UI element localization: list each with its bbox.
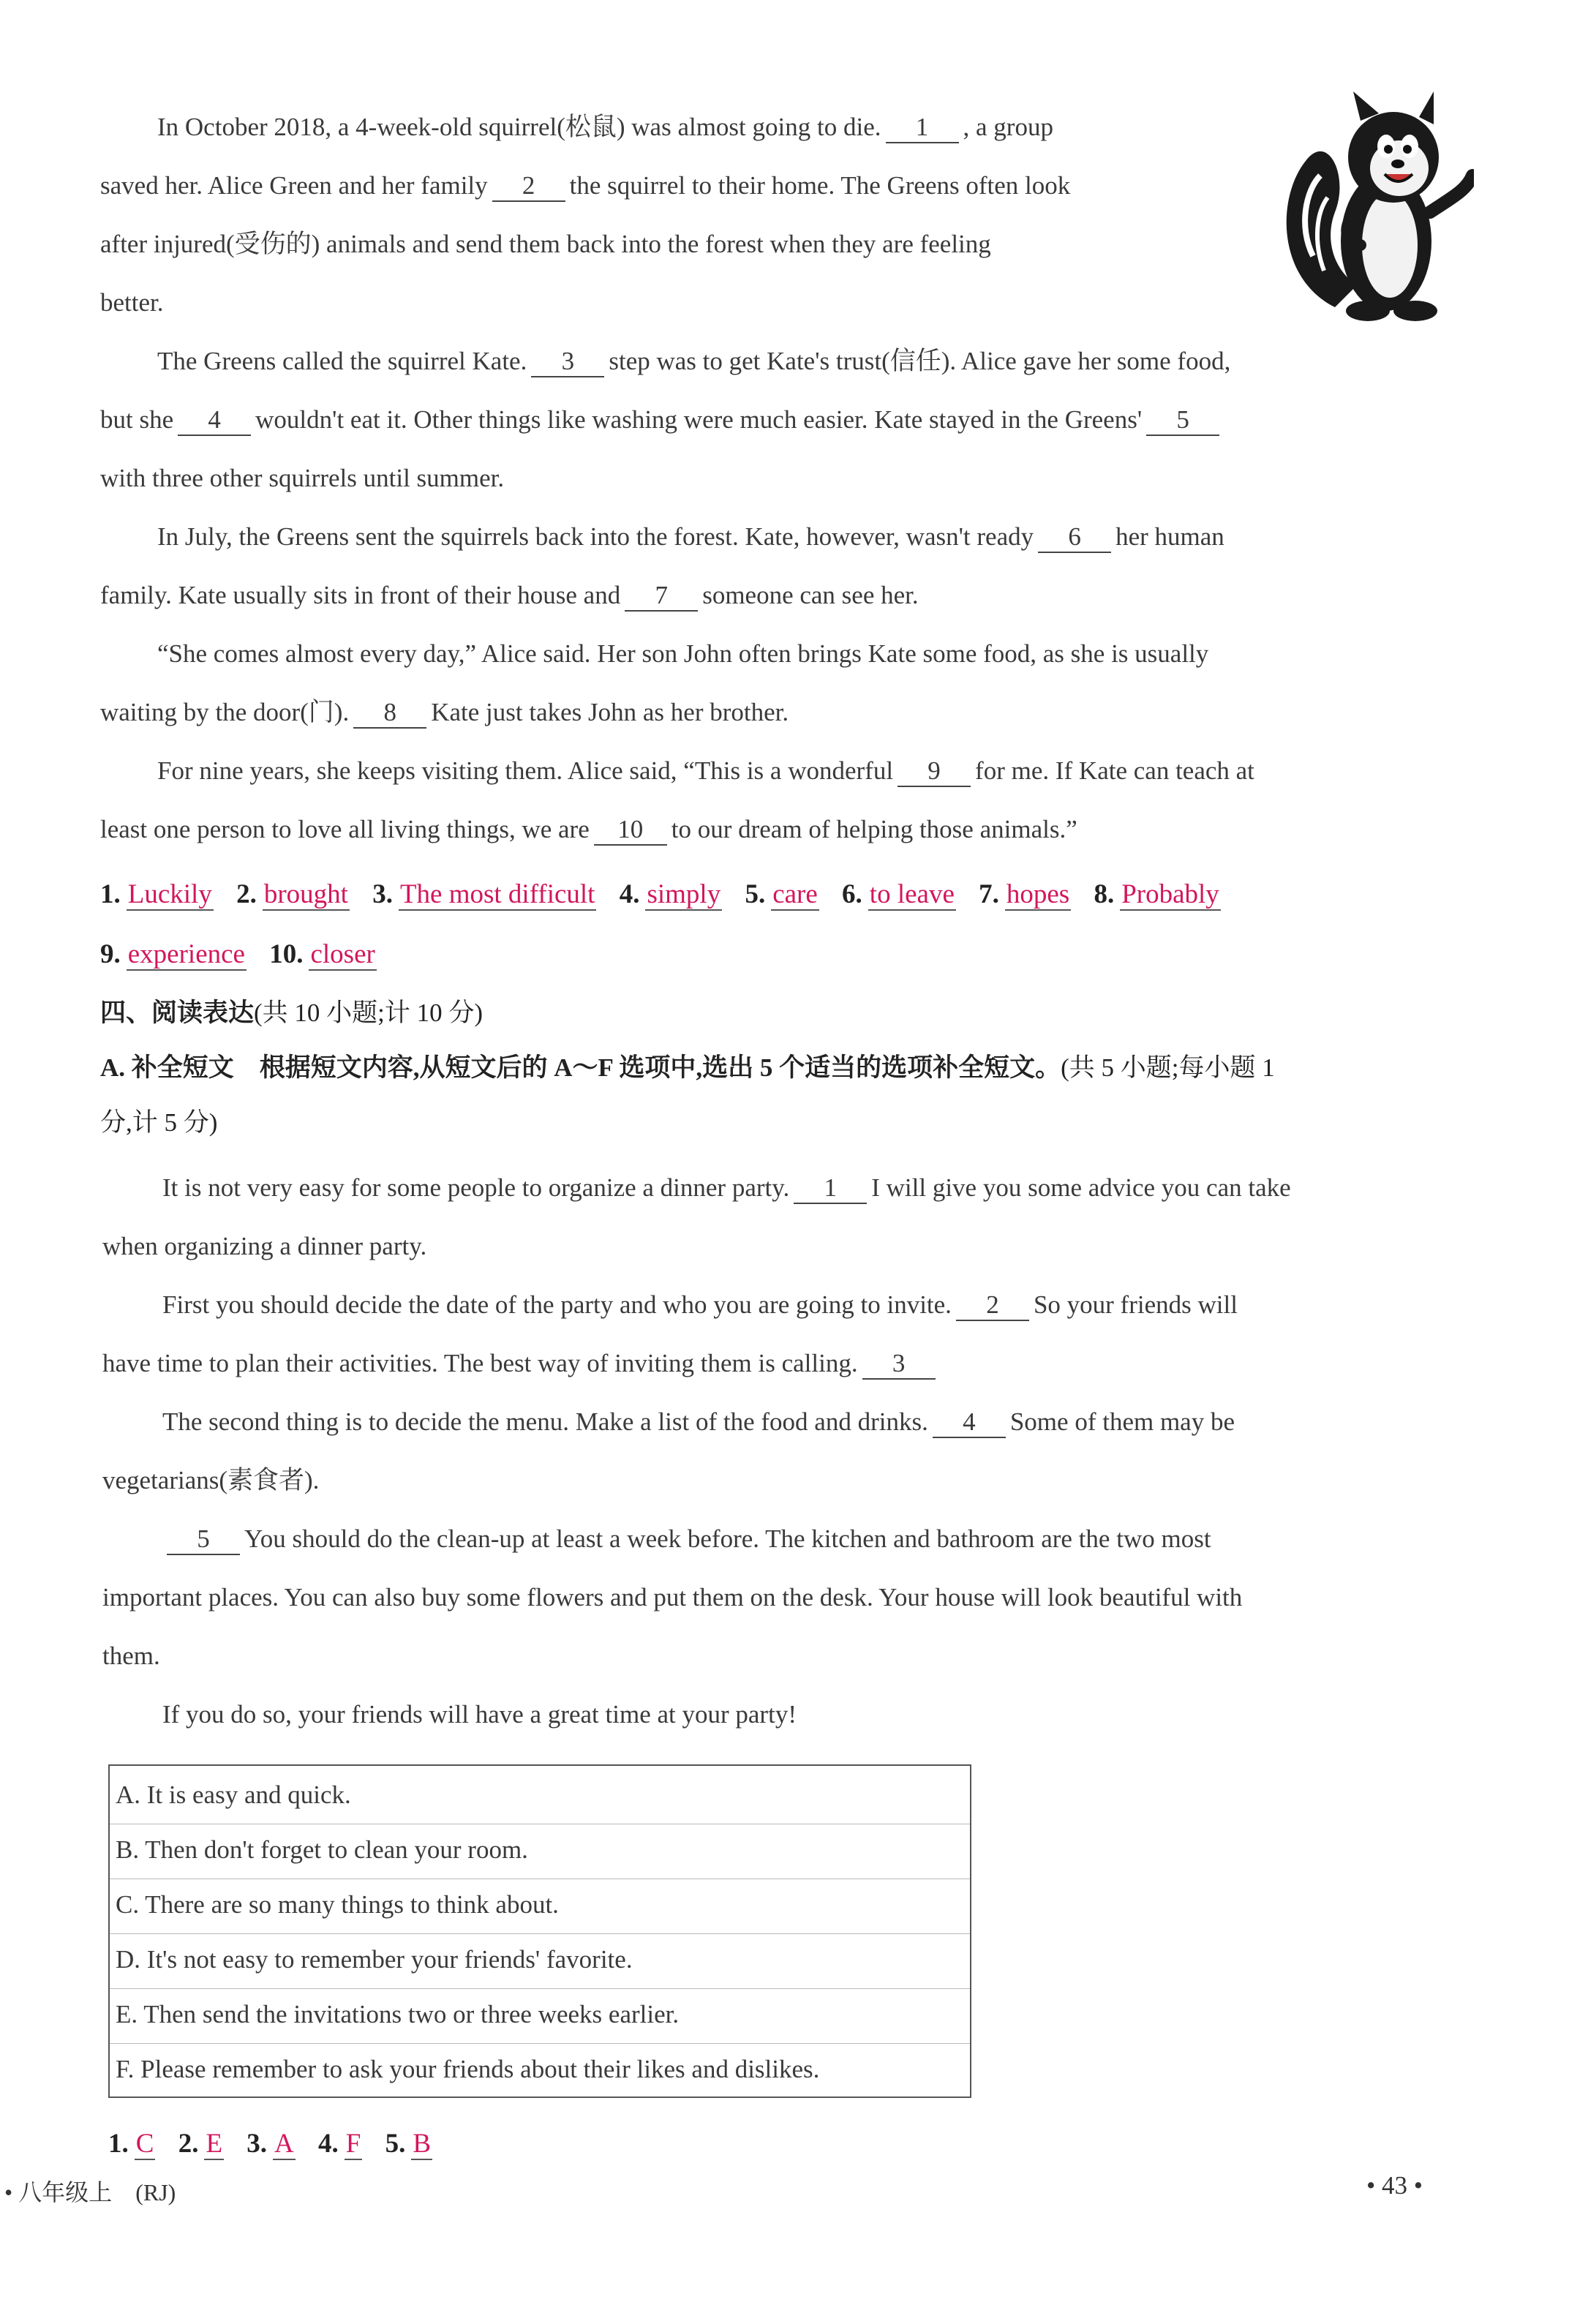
answer-number: 2. — [178, 2129, 199, 2159]
option-a: A. It is easy and quick. — [110, 1766, 970, 1824]
text: the squirrel to their home. The Greens often look — [569, 171, 1071, 200]
passage2-line — [102, 1346, 940, 1381]
section-title: 四、阅读表达 — [100, 999, 255, 1027]
options-box — [108, 1764, 971, 2098]
answer-number: 10. — [269, 939, 304, 969]
text: have time to plan their activities. The best way of inviting them is calling. — [102, 1349, 858, 1377]
instruction-text: A. 补全短文 根据短文内容,从短文后的 A～F 选项中,选出 5 个适当的选项补全短文。 — [100, 1053, 1061, 1082]
text: The second thing is to decide the menu. Make a list of the food and drinks. — [162, 1407, 928, 1436]
text: her human — [1115, 522, 1224, 551]
blank-5: 5 — [1146, 405, 1219, 436]
passage2-line: important places. You can also buy some flowers and put them on the desk. Your house will look beautiful with — [102, 1583, 1243, 1612]
blank-3: 3 — [531, 347, 604, 377]
text: for me. If Kate can teach at — [975, 756, 1254, 785]
passage2-line: them. — [102, 1642, 160, 1670]
passage2-line — [162, 1287, 1238, 1323]
blank-5: 5 — [167, 1524, 240, 1555]
text: someone can see her. — [702, 581, 919, 609]
passage1-line: “She comes almost every day,” Alice said. Her son John often brings Kate some food, as she is usually — [157, 639, 1209, 668]
answer-value: brought — [263, 879, 348, 909]
answer-number: 9. — [100, 939, 121, 969]
answer-number: 1. — [108, 2129, 129, 2159]
answer-number: 1. — [100, 879, 121, 909]
option-f: F. Please remember to ask your friends about their likes and dislikes. — [116, 2055, 820, 2083]
answer-value: Probably — [1121, 879, 1219, 909]
text: Kate just takes John as her brother. — [431, 698, 789, 726]
passage1-line — [100, 168, 1070, 203]
part-a-instructions — [100, 1050, 1275, 1086]
option-e: E. Then send the invitations two or three weeks earlier. — [110, 1985, 970, 2044]
text: wouldn't eat it. Other things like washing were much easier. Kate stayed in the Greens' — [255, 405, 1143, 434]
option-b: B. Then don't forget to clean your room. — [110, 1821, 970, 1879]
answer-number: 3. — [247, 2129, 268, 2159]
instruction-note: (共 5 小题;每小题 1 — [1061, 1053, 1275, 1082]
answer-row — [108, 2126, 448, 2162]
answer-value: F — [345, 2129, 361, 2159]
passage1-line: after injured(受伤的) animals and send them back into the forest when they are feeling — [100, 230, 991, 258]
passage2-line: If you do so, your friends will have a great time at your party! — [162, 1700, 797, 1729]
blank-4: 4 — [178, 405, 251, 436]
blank-3: 3 — [862, 1349, 936, 1380]
answer-number: 3. — [372, 879, 393, 909]
blank-7: 7 — [625, 581, 698, 612]
text: but she — [100, 405, 174, 434]
text: waiting by the door(门). — [100, 698, 350, 726]
answer-row — [100, 876, 1237, 913]
answer-value: E — [206, 2129, 223, 2159]
answer-value: closer — [310, 939, 375, 969]
answer-value: B — [413, 2129, 432, 2159]
answer-number: 5. — [745, 879, 766, 909]
text: least one person to love all living things, we are — [100, 815, 590, 843]
answer-number: 8. — [1094, 879, 1115, 909]
passage1-line — [157, 110, 1053, 145]
instruction-text: 分,计 5 分) — [100, 1108, 218, 1137]
passage1-line: better. — [100, 288, 164, 317]
answer-number: 2. — [236, 879, 257, 909]
passage1-line — [100, 695, 789, 730]
answer-value: C — [135, 2129, 154, 2159]
answer-number: 4. — [318, 2129, 339, 2159]
blank-4: 4 — [933, 1407, 1006, 1438]
blank-8: 8 — [353, 698, 426, 729]
answer-number: 6. — [842, 879, 862, 909]
section-note: (共 10 小题;计 10 分) — [254, 999, 484, 1027]
passage2-line: when organizing a dinner party. — [102, 1232, 427, 1260]
option-c: C. There are so many things to think about. — [110, 1876, 970, 1934]
answer-number: 5. — [385, 2129, 406, 2159]
blank-1: 1 — [794, 1173, 867, 1204]
text: First you should decide the date of the party and who you are going to invite. — [162, 1290, 952, 1319]
text: In October 2018, a 4-week-old squirrel(松鼠) was almost going to die. — [157, 113, 881, 141]
option-d: D. It's not easy to remember your friends' favorite. — [110, 1930, 970, 1989]
passage2-line — [162, 1170, 1291, 1206]
passage1-line: with three other squirrels until summer. — [100, 464, 505, 492]
blank-2: 2 — [492, 171, 565, 202]
text: For nine years, she keeps visiting them. Alice said, “This is a wonderful — [157, 756, 894, 785]
passage1-line — [100, 812, 1077, 847]
answer-value: simply — [647, 879, 721, 909]
part-a-instructions-cont — [100, 1105, 217, 1141]
passage2-line: vegetarians(素食者). — [102, 1466, 320, 1494]
text: I will give you some advice you can take — [871, 1173, 1291, 1202]
passage1-line — [100, 578, 919, 613]
text: step was to get Kate's trust(信任). Alice gave her some food, — [609, 347, 1231, 375]
blank-9: 9 — [898, 756, 971, 787]
text: The Greens called the squirrel Kate. — [157, 347, 527, 375]
text: So your friends will — [1033, 1290, 1238, 1319]
answer-number: 7. — [979, 879, 999, 909]
passage1-line — [157, 519, 1224, 554]
passage1-line — [157, 753, 1254, 789]
text: You should do the clean-up at least a week before. The kitchen and bathroom are the two most — [244, 1524, 1211, 1553]
text: family. Kate usually sits in front of their house and — [100, 581, 621, 609]
squirrel-illustration — [1284, 88, 1474, 329]
page-number: • 43 • — [1366, 2171, 1423, 2200]
blank-2: 2 — [956, 1290, 1029, 1321]
answer-value: care — [772, 879, 818, 909]
answer-value: to leave — [869, 879, 955, 909]
text: In July, the Greens sent the squirrels back into the forest. Kate, however, wasn't ready — [157, 522, 1034, 551]
answer-value: Luckily — [127, 879, 212, 909]
text: to our dream of helping those animals.” — [671, 815, 1077, 843]
section-heading — [100, 995, 483, 1031]
answer-value: The most difficult — [399, 879, 595, 909]
answer-row — [100, 936, 393, 973]
passage2-line — [162, 1522, 1211, 1557]
answer-value: experience — [127, 939, 245, 969]
text: saved her. Alice Green and her family — [100, 171, 488, 200]
footer-grade-label: • 八年级上 (RJ) — [4, 2179, 176, 2205]
text: It is not very easy for some people to organize a dinner party. — [162, 1173, 790, 1202]
answer-number: 4. — [619, 879, 640, 909]
answer-value: A — [274, 2129, 294, 2159]
passage1-line — [157, 344, 1230, 379]
answer-value: hopes — [1006, 879, 1070, 909]
passage2-line — [162, 1404, 1235, 1440]
blank-10: 10 — [594, 815, 667, 846]
blank-6: 6 — [1038, 522, 1111, 553]
passage1-line — [100, 402, 1224, 437]
text: , a group — [963, 113, 1053, 141]
blank-1: 1 — [886, 113, 959, 143]
text: Some of them may be — [1009, 1407, 1235, 1436]
